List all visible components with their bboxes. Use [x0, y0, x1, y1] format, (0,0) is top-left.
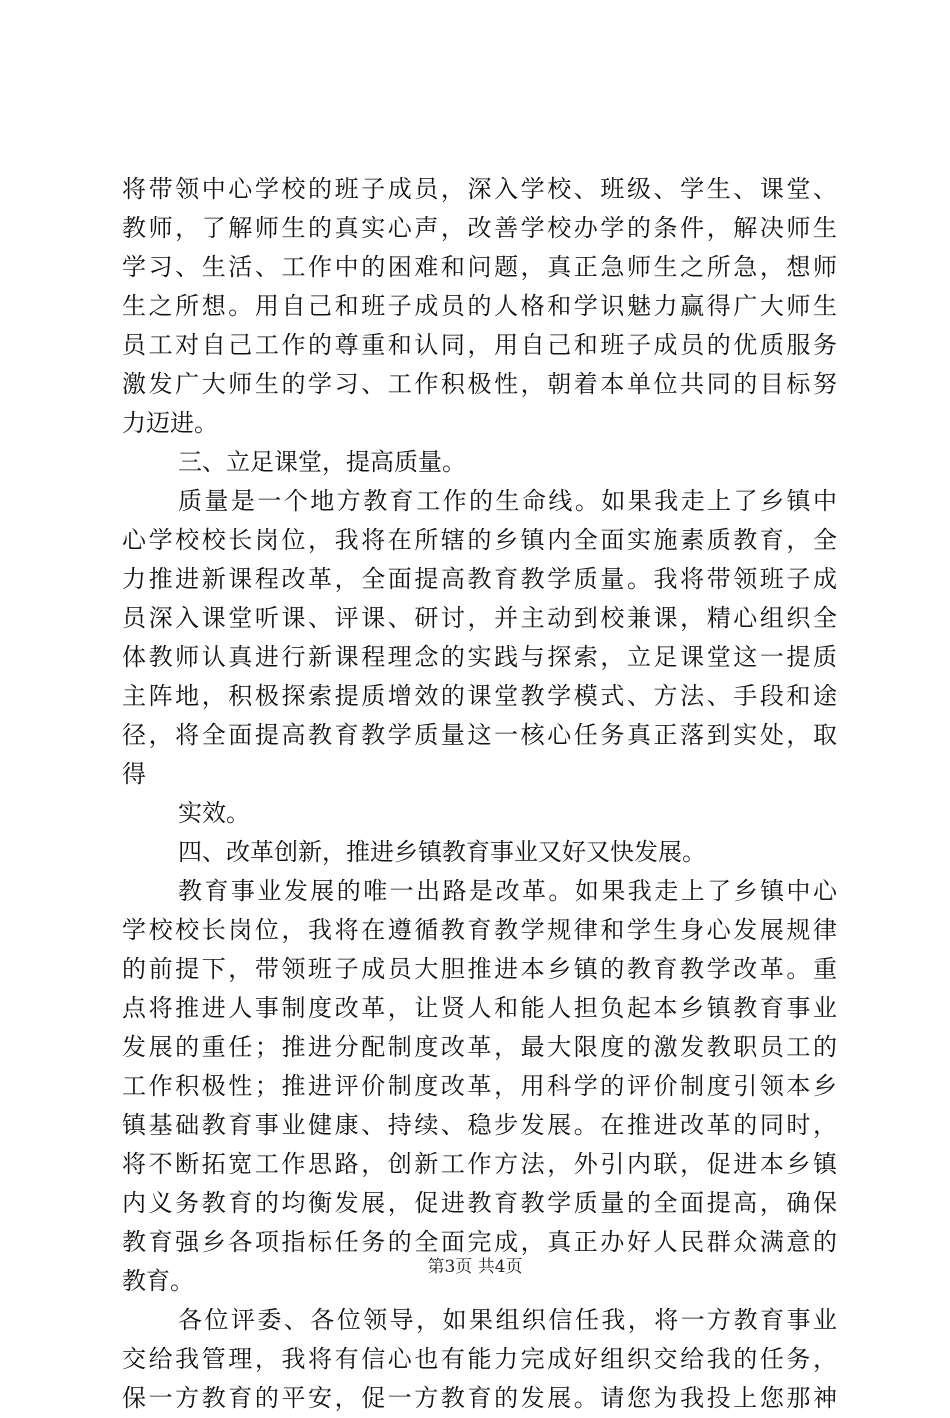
- text-line: 镇基础教育事业健康、持续、稳步发展。在推进改革的同时，: [122, 1111, 837, 1139]
- text-line: 的前提下，带领班子成员大胆推进本乡镇的教育教学改革。重: [122, 955, 837, 983]
- text-line: 激发广大师生的学习、工作积极性，朝着本单位共同的目标努: [122, 370, 837, 398]
- text-line: 学习、生活、工作中的困难和问题，真正急师生之所急，想师: [122, 253, 837, 281]
- text-line: 将不断拓宽工作思路，创新工作方法，外引内联，促进本乡镇: [122, 1150, 837, 1178]
- text-line: 心学校校长岗位，我将在所辖的乡镇内全面实施素质教育，全: [122, 526, 837, 554]
- text-line: 三、立足课堂，提高质量。: [178, 448, 466, 476]
- text-line: 点将推进人事制度改革，让贤人和能人担负起本乡镇教育事业: [122, 994, 837, 1022]
- text-line: 主阵地，积极探索提质增效的课堂教学模式、方法、手段和途: [122, 682, 837, 710]
- body-text: [122, 170, 837, 1418]
- text-line: 学校校长岗位，我将在遵循教育教学规律和学生身心发展规律: [122, 916, 837, 944]
- text-line: 径，将全面提高教育教学质量这一核心任务真正落到实处，取: [122, 721, 837, 749]
- text-line: 力迈进。: [122, 409, 218, 437]
- text-line: 交给我管理，我将有信心也有能力完成好组织交给我的任务，: [122, 1345, 837, 1373]
- text-line: 保一方教育的平安，促一方教育的发展。请您为我投上您那神: [122, 1384, 837, 1412]
- text-line: 生之所想。用自己和班子成员的人格和学识魅力赢得广大师生: [122, 292, 837, 320]
- text-line: 各位评委、各位领导，如果组织信任我，将一方教育事业: [178, 1306, 837, 1334]
- text-line: 员工对自己工作的尊重和认同，用自己和班子成员的优质服务: [122, 331, 837, 359]
- text-line: 将带领中心学校的班子成员，深入学校、班级、学生、课堂、: [122, 175, 837, 203]
- text-line: 实效。: [178, 799, 250, 827]
- text-line: 教育强乡各项指标任务的全面完成，真正办好人民群众满意的: [122, 1228, 837, 1256]
- text-line: 质量是一个地方教育工作的生命线。如果我走上了乡镇中: [178, 487, 837, 515]
- text-line: 得: [122, 760, 146, 788]
- text-line: 体教师认真进行新课程理念的实践与探索，立足课堂这一提质: [122, 643, 837, 671]
- text-line: 发展的重任；推进分配制度改革，最大限度的激发教职员工的: [122, 1033, 837, 1061]
- text-line: 员深入课堂听课、评课、研讨，并主动到校兼课，精心组织全: [122, 604, 837, 632]
- text-line: 工作积极性；推进评价制度改革，用科学的评价制度引领本乡: [122, 1072, 837, 1100]
- text-line: 力推进新课程改革，全面提高教育教学质量。我将带领班子成: [122, 565, 837, 593]
- text-line: 教师，了解师生的真实心声，改善学校办学的条件，解决师生: [122, 214, 837, 242]
- text-line: 四、改革创新，推进乡镇教育事业又好又快发展。: [178, 838, 706, 866]
- page-footer: 第3页 共4页: [427, 1257, 523, 1277]
- text-line: 教育事业发展的唯一出路是改革。如果我走上了乡镇中心: [178, 877, 837, 905]
- text-line: 教育。: [122, 1267, 194, 1295]
- text-line: 内义务教育的均衡发展，促进教育教学质量的全面提高，确保: [122, 1189, 837, 1217]
